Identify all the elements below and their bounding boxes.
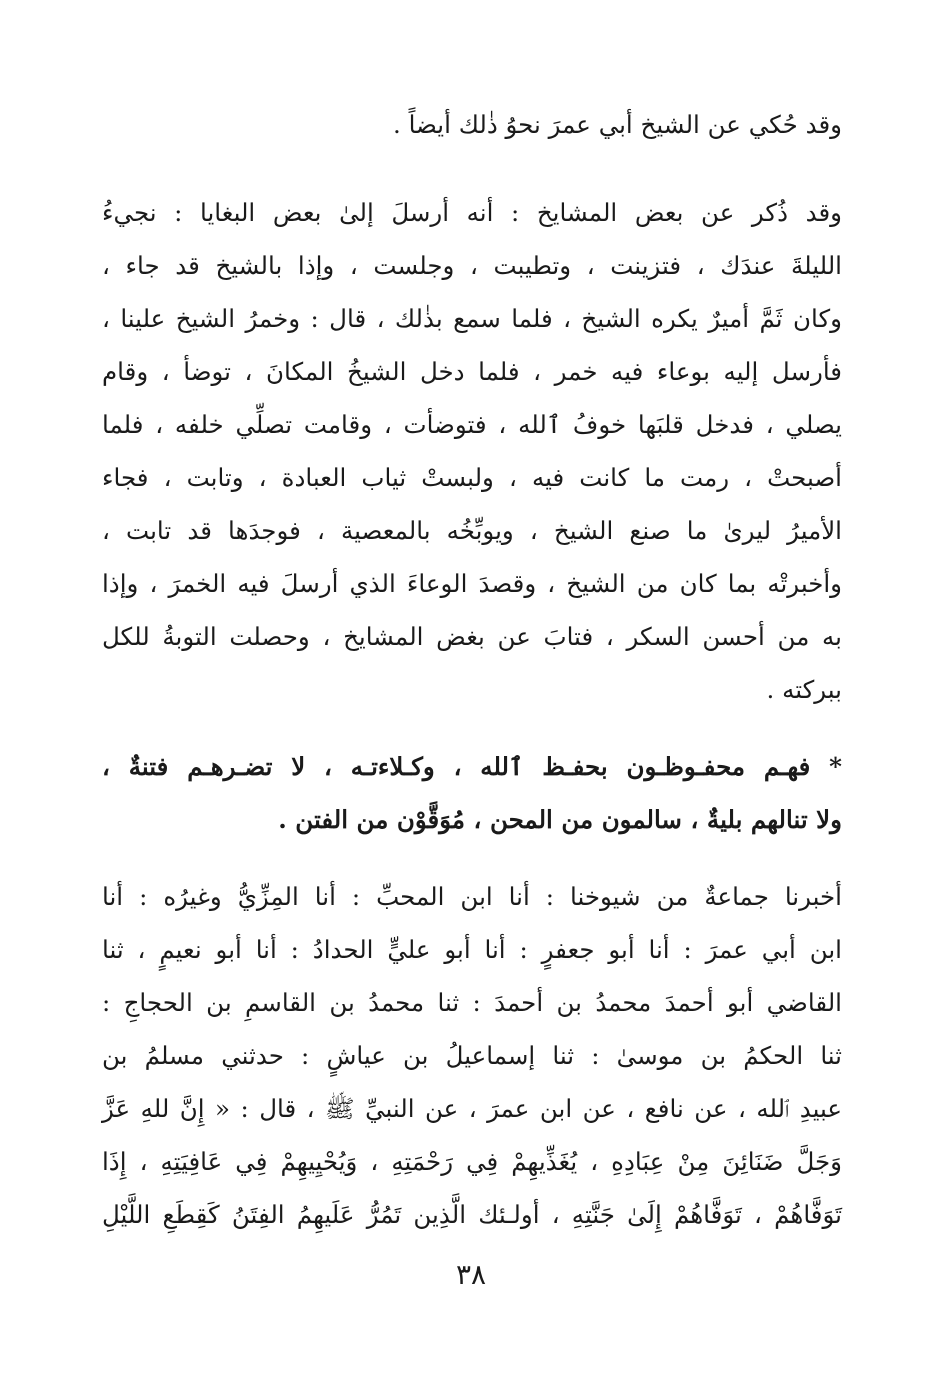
text-line: فأرسل إليه بوعاء فيه خمر ، فلما دخل الشيخُ المكانَ ، توضأ ، وقام	[102, 357, 842, 386]
text-line: يصلي ، فدخل قلبَها خوفُ ٱلله ، فتوضأت ، وقامت تصلِّي خلفه ، فلما	[102, 410, 842, 439]
text-line: وقد ذُكر عن بعض المشايخ : أنه أرسلَ إلىٰ بعض البغايا : نجيءُ	[102, 198, 842, 227]
text-line: تَوَفَّاهُمْ ، تَوَفَّاهُمْ إِلَىٰ جَنَّتِهِ ، أولـئك الَّذِين تَمُرُّ عَلَيهِمُ الفِتَنُ كَقِطَعِ اللَّيْلِ	[102, 1200, 842, 1229]
text-line: عبيدِ ٱلله ، عن نافع ، عن ابن عمرَ ، عن النبيِّ ﷺ ، قال : « إِنَّ للهِ عَزَّ	[102, 1094, 842, 1123]
text-line: به من أحسن السكر ، فتابَ عن بغض المشايخ ، وحصلت التوبةُ للكل	[102, 622, 842, 651]
text-line: أصبحتْ ، رمت ما كانت فيه ، ولبستْ ثياب العبادة ، وتابت ، فجاء	[102, 463, 842, 492]
text-line: الأميرُ ليرىٰ ما صنع الشيخ ، ويوبِّخُه بالمعصية ، فوجدَها قد تابت ،	[102, 516, 842, 545]
text-line: القاضي أبو أحمدَ محمدُ بن أحمدَ : ثنا محمدُ بن القاسمِ بن الحجاجِ :	[102, 988, 842, 1017]
text-line: ثنا الحكمُ بن موسىٰ : ثنا إسماعيلُ بن عياشٍ : حدثني مسلمُ بن	[102, 1041, 842, 1070]
text-line: أخبرنا جماعةٌ من شيوخنا : أنا ابن المحبِّ : أنا المِزِّيُّ وغيرُه : أنا	[102, 882, 842, 911]
page-number: ٣٨	[455, 1258, 487, 1291]
text-line: ولا تنالهم بليةٌ ، سالمون من المحن ، مُوَقَّوْن من الفتن .	[278, 805, 842, 834]
text-line: وأخبرتْه بما كان من الشيخ ، وقصدَ الوعاءَ الذي أرسلَ فيه الخمرَ ، وإذا	[102, 569, 842, 598]
text-line: وَجَلَّ ضَنَائِنَ مِنْ عِبَادِهِ ، يُغَذِّيهِمْ فِي رَحْمَتِهِ ، وَيُحْيِيهِمْ فِي عَافِيَتِهِ ، إِذَا	[102, 1147, 842, 1176]
paragraph-2	[102, 186, 842, 716]
bold-summary-paragraph	[102, 740, 842, 846]
hadith-paragraph	[102, 870, 842, 1241]
text-line: الليلةَ عندَك ، فتزينت ، وتطيبت ، وجلست ، وإذا بالشيخ قد جاء ،	[102, 251, 842, 280]
text-line: وقد حُكي عن الشيخ أبي عمرَ نحوُ ذٰلك أيضاً .	[393, 110, 842, 139]
text-line: ببركته .	[766, 675, 842, 704]
text-line: وكان ثَمَّ أميرٌ يكره الشيخ ، فلما سمع بذٰلك ، قال : وخمرُ الشيخ علينا ،	[102, 304, 842, 333]
text-line: ابن أبي عمرَ : أنا أبو جعفرٍ : أنا أبو عليٍّ الحدادُ : أنا أبو نعيمٍ ، ثنا	[102, 935, 842, 964]
text-line: * فهـم محفـوظـون بحفـظ ٱلله ، وكـلاءتـه ، لا تضـرهـم فتنةٌ ،	[102, 752, 842, 781]
paragraph-1	[102, 98, 842, 151]
